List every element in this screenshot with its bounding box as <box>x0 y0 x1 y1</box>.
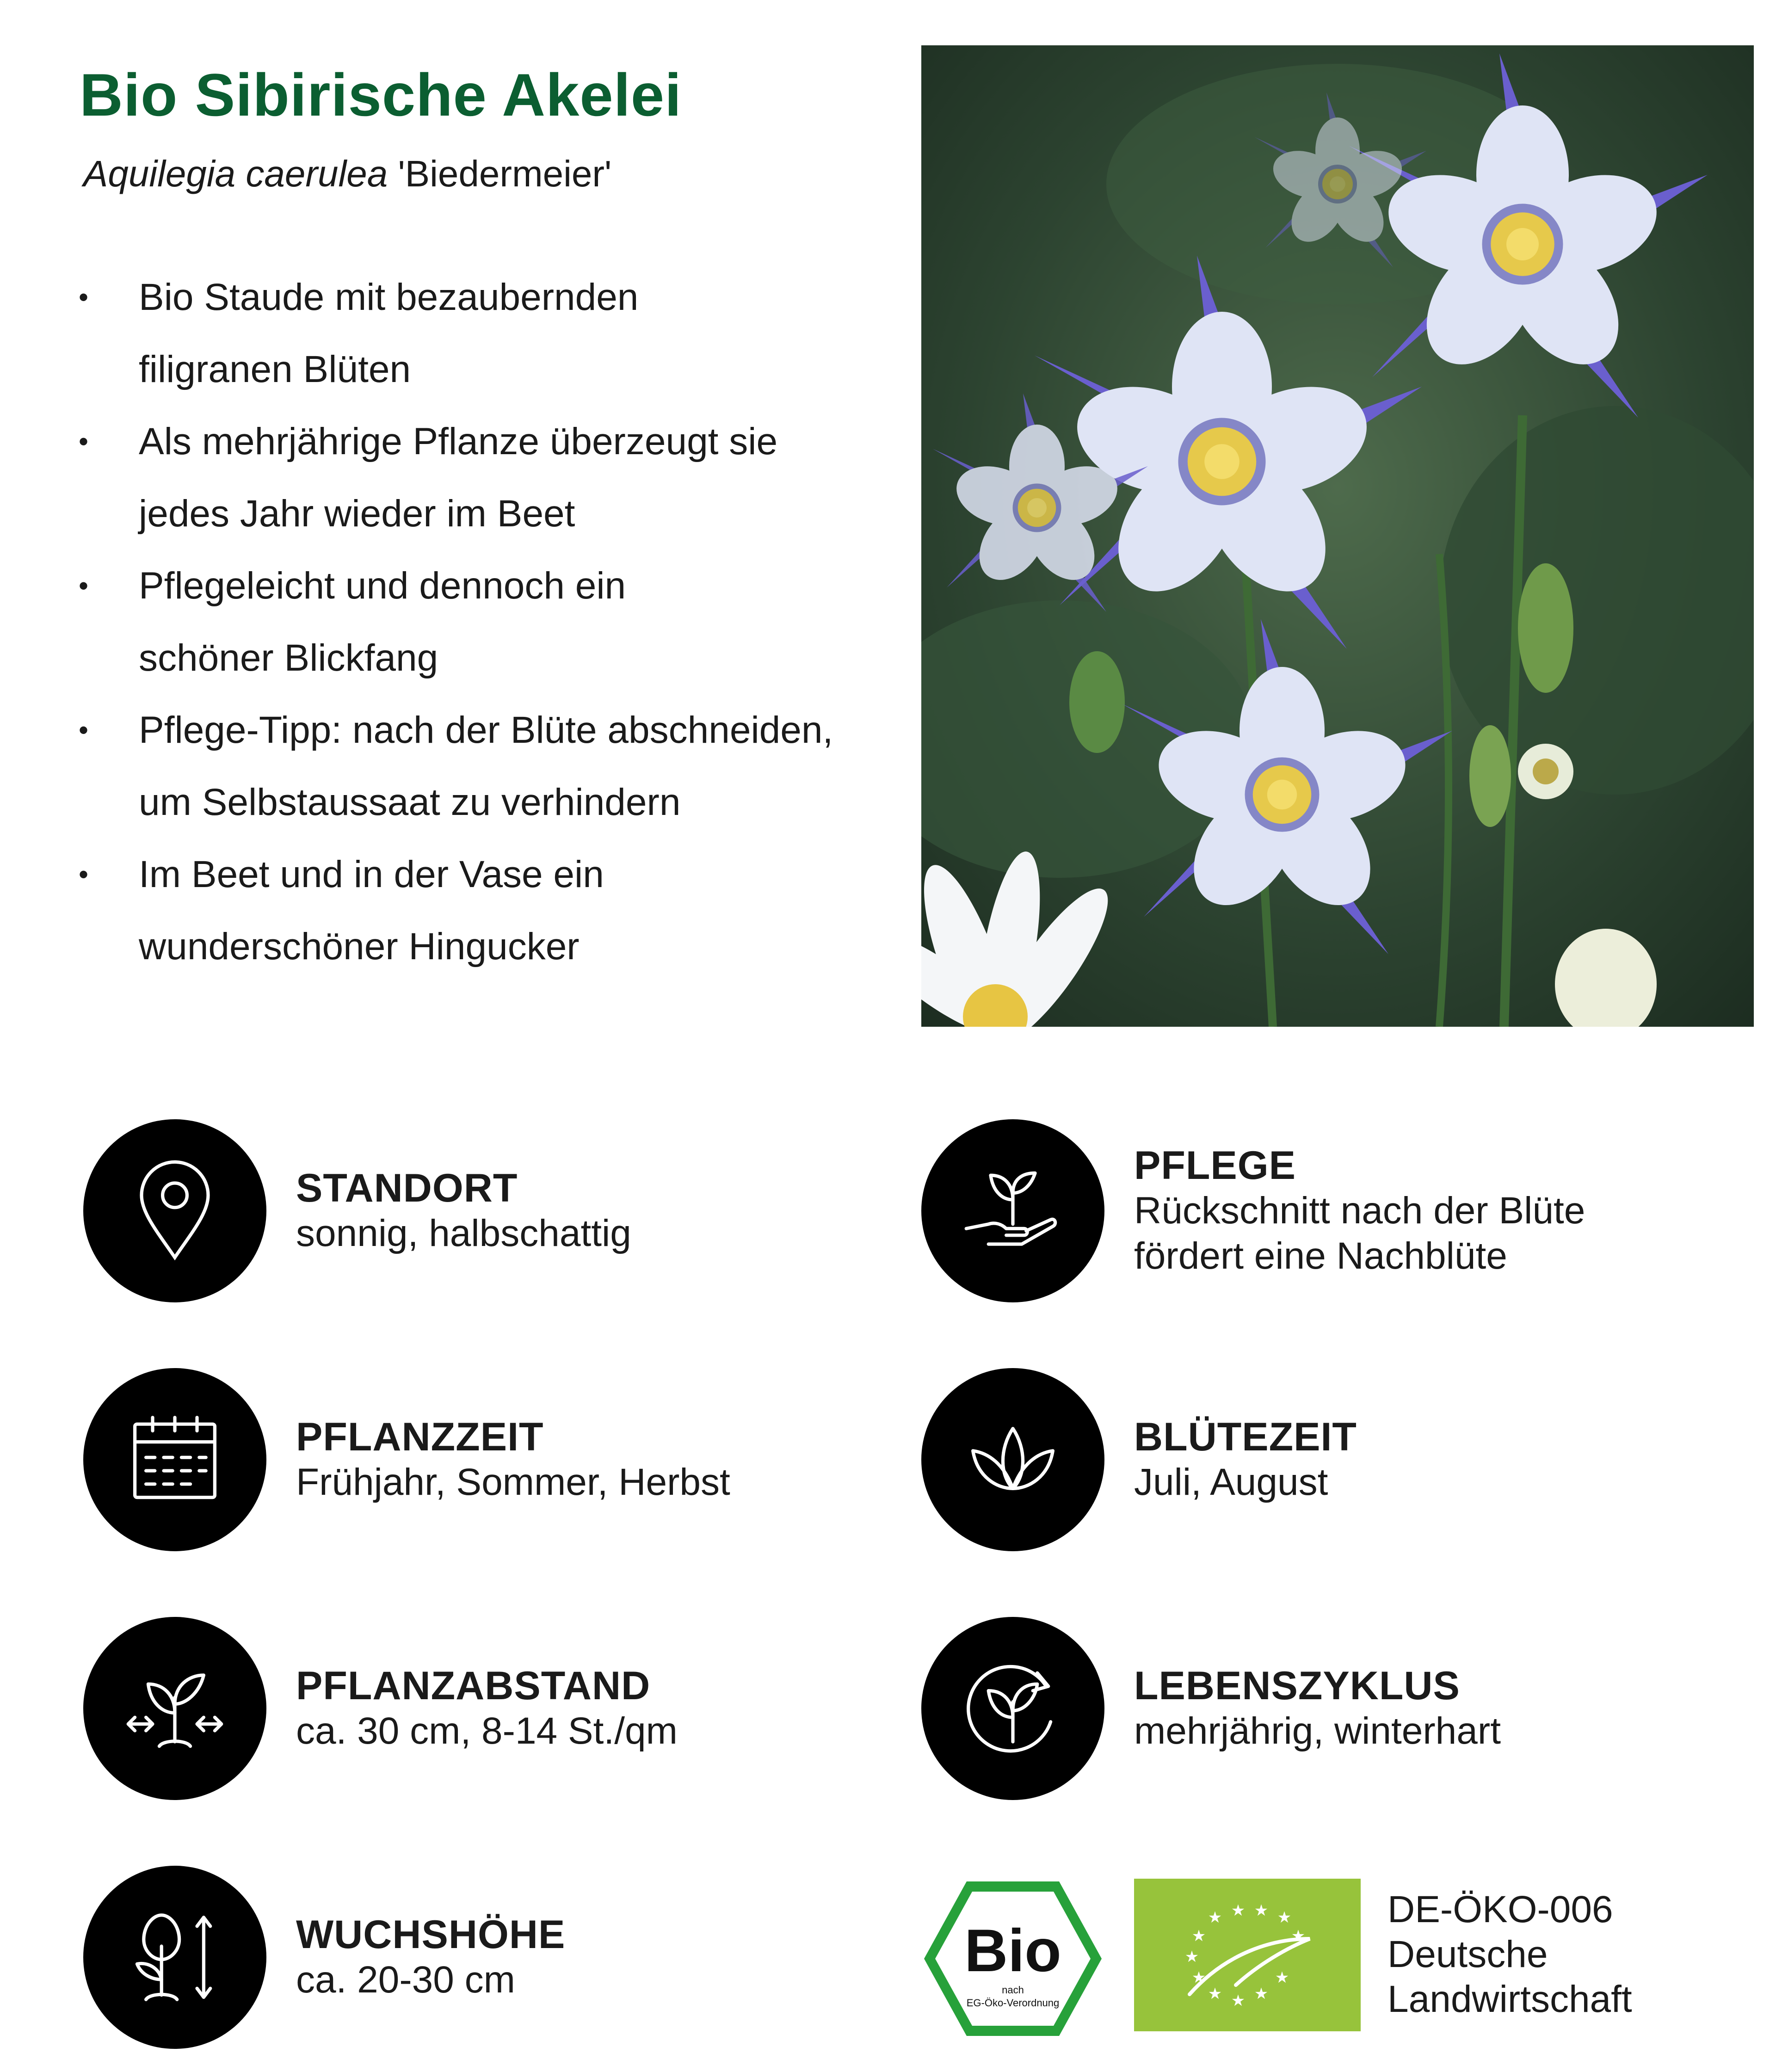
bullet-line: wunderschöner Hingucker <box>139 925 580 968</box>
bullet-item <box>79 550 865 694</box>
svg-text:★: ★ <box>1191 1968 1206 1987</box>
page-title: Bio Sibirische Akelei <box>80 61 682 129</box>
bullet-line: filigranen Blüten <box>139 348 411 390</box>
plant-height-icon <box>119 1902 230 2013</box>
bullet-line: Im Beet und in der Vase ein <box>139 853 604 895</box>
svg-text:★: ★ <box>1184 1948 1199 1966</box>
bullet-item <box>79 839 865 983</box>
product-photo <box>921 45 1754 1027</box>
standort-icon-circle <box>83 1119 266 1302</box>
location-pin-icon <box>119 1155 230 1266</box>
svg-text:★: ★ <box>1191 1927 1206 1945</box>
svg-text:★: ★ <box>1254 1901 1269 1920</box>
svg-text:★: ★ <box>1254 1985 1269 2003</box>
feature-wuchshoehe <box>83 1866 870 2051</box>
pflanzabstand-label: PFLANZABSTAND <box>296 1664 651 1708</box>
feature-pflanzzeit <box>83 1368 870 1553</box>
svg-text:★: ★ <box>1208 1985 1222 2003</box>
feature-bluetezeit <box>921 1368 1708 1553</box>
feature-pflanzabstand <box>83 1617 870 1802</box>
pflanzabstand-icon-circle <box>83 1617 266 1800</box>
hand-plant-icon <box>957 1155 1068 1266</box>
svg-text:★: ★ <box>1275 1968 1289 1987</box>
svg-text:★: ★ <box>1277 1908 1292 1927</box>
cert-origin-line: Deutsche <box>1388 1933 1548 1975</box>
svg-text:★: ★ <box>1291 1927 1306 1945</box>
bullet-line: Als mehrjährige Pflanze überzeugt sie <box>139 420 778 462</box>
lebenszyklus-label: LEBENSZYKLUS <box>1134 1664 1460 1708</box>
bio-logo-text: Bio <box>964 1917 1061 1984</box>
feature-lebenszyklus <box>921 1617 1708 1802</box>
bullet-line: schöner Blickfang <box>139 637 438 679</box>
bullet-item <box>79 261 865 406</box>
plant-cycle-icon <box>957 1653 1068 1764</box>
bullet-line: Pflegeleicht und dennoch ein <box>139 565 626 607</box>
bullet-item <box>79 694 865 839</box>
feature-standort <box>83 1119 870 1304</box>
pflanzzeit-label: PFLANZZEIT <box>296 1415 544 1459</box>
bio-logo-line2: EG-Öko-Verordnung <box>966 1997 1060 2009</box>
pflege-value-line: fördert eine Nachblüte <box>1134 1235 1507 1277</box>
feature-bullet-list <box>79 261 865 983</box>
pflanzzeit-icon-circle <box>83 1368 266 1551</box>
bullet-item <box>79 406 865 550</box>
bluetezeit-value: Juli, August <box>1134 1461 1328 1503</box>
pflege-icon-circle <box>921 1119 1104 1302</box>
lebenszyklus-icon-circle <box>921 1617 1104 1800</box>
latin-name: Aquilegia caerulea <box>83 153 388 194</box>
svg-text:★: ★ <box>1208 1908 1222 1927</box>
feature-pflege <box>921 1119 1708 1304</box>
bluetezeit-icon-circle <box>921 1368 1104 1551</box>
bullet-line: Bio Staude mit bezaubernden <box>139 276 639 318</box>
bullet-line: um Selbstaussaat zu verhindern <box>139 781 681 823</box>
cert-code: DE-ÖKO-006 <box>1388 1888 1613 1930</box>
bio-siegel-logo <box>920 1878 1105 2040</box>
bluetezeit-label: BLÜTEZEIT <box>1134 1415 1357 1459</box>
wuchshoehe-value: ca. 20-30 cm <box>296 1959 515 2001</box>
cert-origin-line: Landwirtschaft <box>1388 1978 1632 2020</box>
standort-value: sonnig, halbschattig <box>296 1212 631 1254</box>
pflege-value-line: Rückschnitt nach der Blüte <box>1134 1190 1585 1232</box>
wuchshoehe-icon-circle <box>83 1866 266 2049</box>
standort-label: STANDORT <box>296 1166 518 1210</box>
pflanzzeit-value: Frühjahr, Sommer, Herbst <box>296 1461 730 1503</box>
bullet-line: jedes Jahr wieder im Beet <box>139 493 575 535</box>
bio-logo-line1: nach <box>1002 1984 1024 1996</box>
cultivar-name: 'Biedermeier' <box>388 153 612 194</box>
pflanzabstand-value: ca. 30 cm, 8-14 St./qm <box>296 1710 678 1752</box>
svg-text:★: ★ <box>1231 1992 1246 2010</box>
bullet-line: Pflege-Tipp: nach der Blüte abschneiden, <box>139 709 833 751</box>
svg-text:★: ★ <box>1231 1901 1246 1920</box>
pflege-label: PFLEGE <box>1134 1143 1296 1188</box>
lotus-flower-icon <box>957 1404 1068 1515</box>
wuchshoehe-label: WUCHSHÖHE <box>296 1912 566 1957</box>
botanical-name <box>83 153 611 195</box>
calendar-icon <box>119 1404 230 1515</box>
lebenszyklus-value: mehrjährig, winterhart <box>1134 1710 1501 1752</box>
eu-organic-logo <box>1134 1879 1361 2031</box>
certification-text <box>1388 1887 1632 2022</box>
plant-spacing-icon <box>119 1653 230 1764</box>
